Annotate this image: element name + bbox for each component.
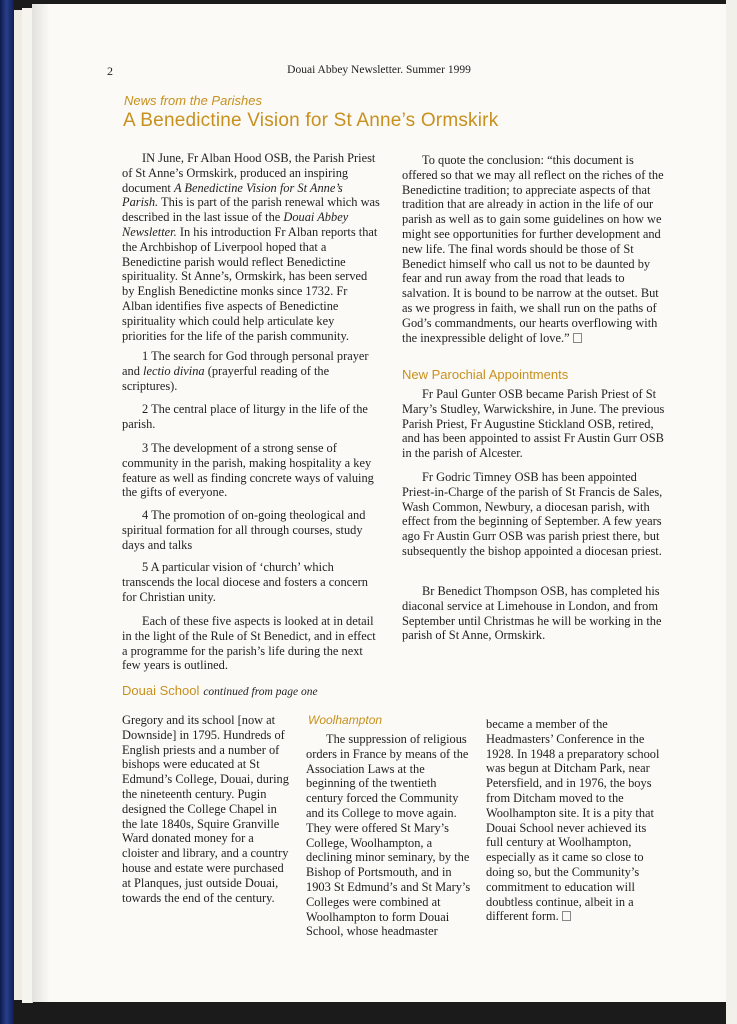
continued-note: continued from page one — [203, 686, 318, 698]
school-column-1: Gregory and its school [now at Downside] in 1795. Hundreds of English priests and a number of bishops were educated at St Edmund’s College, Douai, during the nineteenth century. Pugin designed the College Chapel in the late 1840s, Squire Granville Ward donated money for a cloister and library, and a country house and estate were purchased at Planques, just outside Douai, towards the end of the century. — [122, 713, 289, 905]
article-paragraph-1: IN June, Fr Alban Hood OSB, the Parish Priest of St Anne’s Ormskirk, produced an inspiring document A Benedictine Vision for St Anne’s Parish. This is part of the parish renewal which was described in the last issue of the Douai Abbey Newsletter. In his introduction Fr Alban reports that the Archbishop of Liverpool hoped that a Benedictine parish would reflect Benedictine spirituality. St Anne’s, Ormskirk, has been served by English Benedictine monks since 1732. Fr Alban identifies five aspects of Benedictine spirituality which could help articulate key priorities for the life of the parish community. — [122, 151, 380, 343]
article-paragraph-2: 1 The search for God through personal prayer and lectio divina (prayerful reading of the scriptures). — [122, 349, 369, 393]
page-number: 2 — [107, 64, 113, 78]
running-head: Douai Abbey Newsletter. Summer 1999 — [287, 64, 471, 76]
article-quote-paragraph: To quote the conclusion: “this document is offered so that we may all reflect on the riches of the Benedictine tradition; to appreciate aspects of that tradition that are already in action in the life of our parish as well as to gain some guidelines on how we might see opportunities for further development and new life. The final words should be those of St Benedict himself who call us not to be daunted by fear and run away from the road that leads to salvation. It is bound to be narrow at the outset. But as we progress in faith, we shall run on the paths of God’s commandments, our hearts overflowing with the inexpressible delight of love.” — [402, 153, 664, 345]
newsletter-page — [32, 4, 726, 1002]
school-column-2: The suppression of religious orders in France by means of the Association Laws at the beginning of the twentieth century forced the Community and its College to move again. They were offered St Mary’s College, Woolhampton, a declining minor seminary, by the Bishop of Portsmouth, and in 1903 St Edmund’s and St Mary’s Colleges were combined at Woolhampton to form Douai School, whose headmaster — [306, 732, 471, 939]
school-heading: Douai School continued from page one — [122, 683, 318, 698]
appointments-heading: New Parochial Appointments — [402, 367, 569, 382]
article-paragraph-3: 2 The central place of liturgy in the life of the parish. — [122, 402, 368, 431]
book-spine — [0, 0, 14, 1024]
article-paragraph-7: Each of these five aspects is looked at in detail in the light of the Rule of St Benedict, and in effect a programme for the parish’s life during the next few years is outlined. — [122, 614, 376, 673]
appointments-paragraph-2: Fr Godric Timney OSB has been appointed Priest-in-Charge of the parish of St Francis de Sales, Wash Common, Newbury, a diocesan parish, with effect from the beginning of September. A few years ago Fr Austin Gurr OSB was parish priest there, but subsequently the bishop appointed a diocesan priest. — [402, 470, 663, 558]
article-title: A Benedictine Vision for St Anne’s Ormskirk — [123, 110, 499, 131]
article-paragraph-6: 5 A particular vision of ‘church’ which transcends the local diocese and fosters a concern for Christian unity. — [122, 560, 368, 604]
article-paragraph-5: 4 The promotion of on-going theological and spiritual formation for all through courses, study days and talks — [122, 508, 366, 552]
section-kicker: News from the Parishes — [124, 93, 262, 108]
end-mark-icon — [573, 333, 582, 343]
school-column-3: became a member of the Headmasters’ Conference in the 1928. In 1948 a preparatory school was begun at Ditcham Park, near Petersfield, and in 1976, the boys from Ditcham moved to the Woolhampton site. It is a pity that Douai School never achieved its full century at Woolhampton, especially as it came so close to doing so, but the Community’s commitment to education will doubtless continue, albeit in a different form. — [486, 717, 660, 924]
appointments-paragraph-1: Fr Paul Gunter OSB became Parish Priest of St Mary’s Studley, Warwickshire, in June. The previous Parish Priest, Fr Augustine Stickland OSB, retired, and has been appointed to assist Fr Austin Gurr OSB in the parish of Alcester. — [402, 387, 665, 461]
woolhampton-heading: Woolhampton — [308, 713, 383, 727]
article-paragraph-4: 3 The development of a strong sense of community in the parish, making hospitality a key feature as well as finding concrete ways of valuing the gifts of everyone. — [122, 441, 374, 500]
appointments-paragraph-3: Br Benedict Thompson OSB, has completed his diaconal service at Limehouse in London, and from September until Christmas he will be working in the parish of St Anne, Ormskirk. — [402, 584, 662, 643]
end-mark-icon — [562, 911, 571, 921]
facing-page-edge — [726, 0, 737, 1024]
